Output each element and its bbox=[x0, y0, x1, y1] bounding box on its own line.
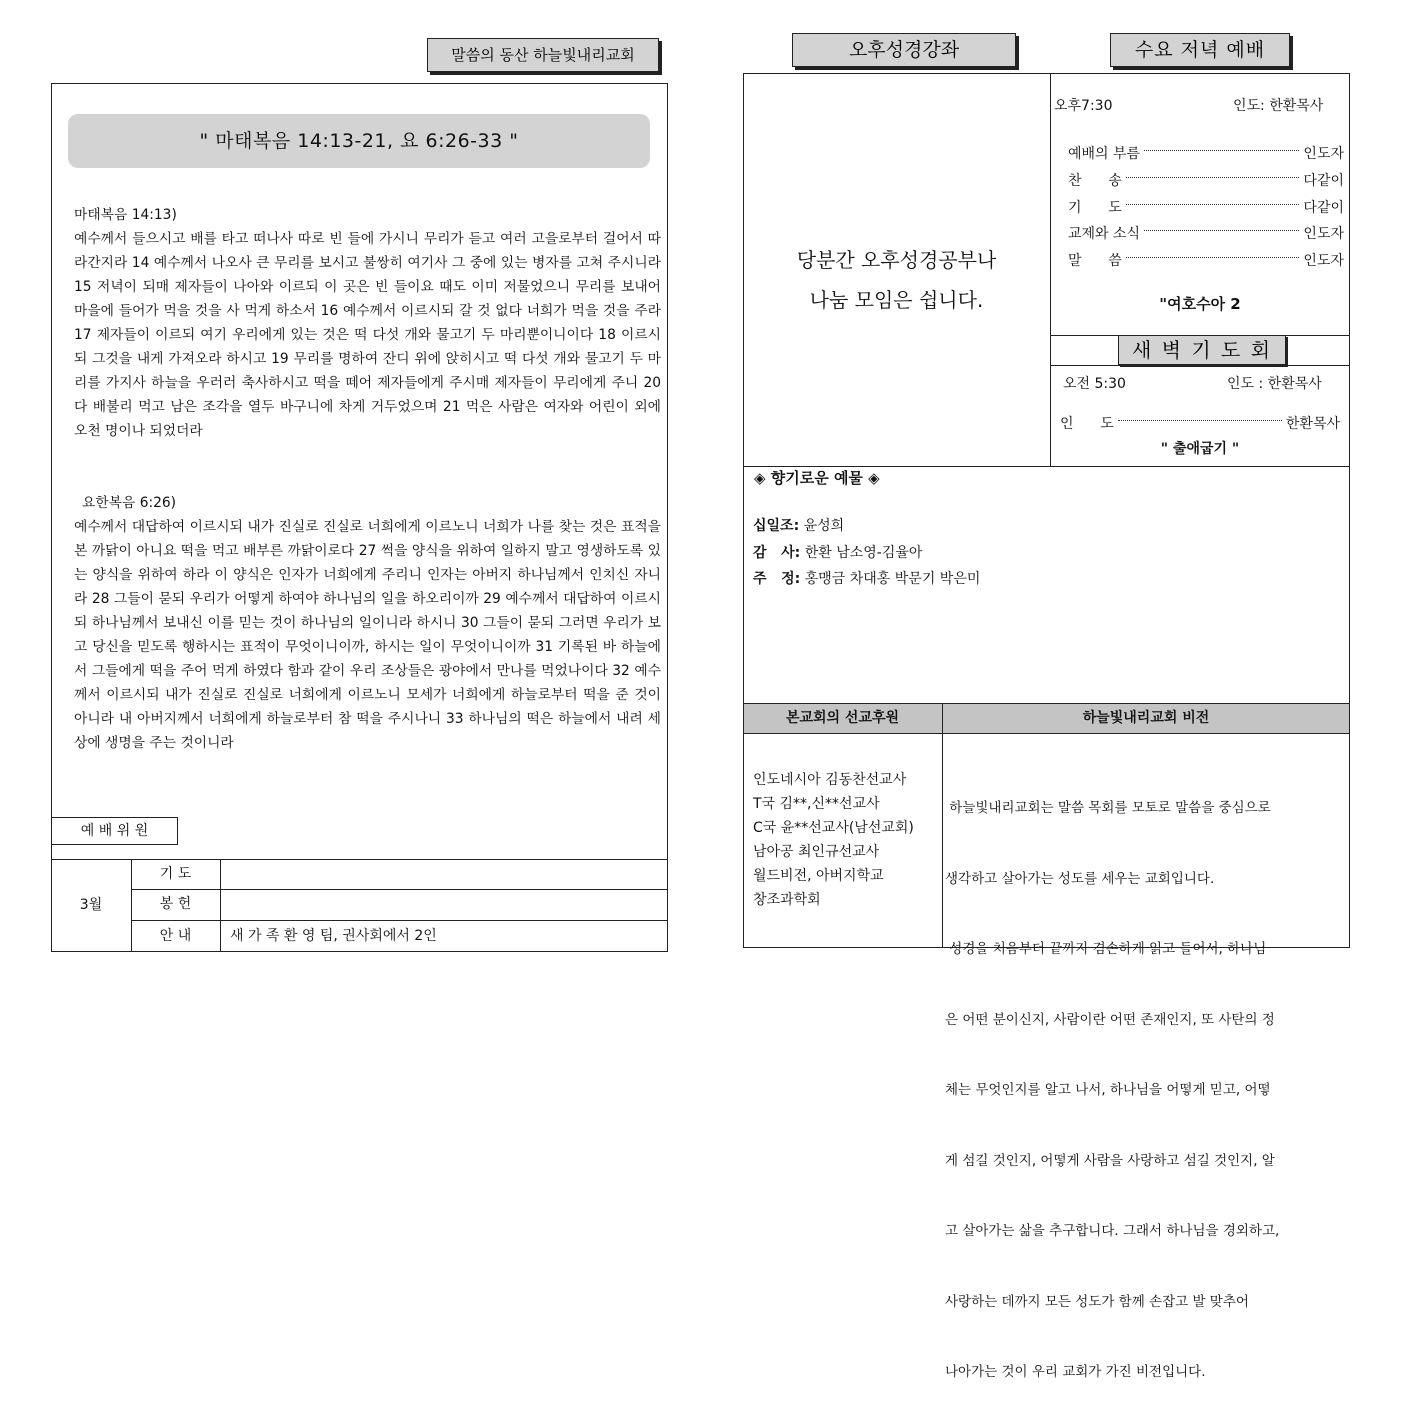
offering-label: 주 정: bbox=[753, 571, 801, 587]
scripture-title: " 마태복음 14:13-21, 요 6:26-33 " bbox=[68, 114, 650, 168]
vision-line: 나아가는 것이 우리 교회가 가진 비전입니다. bbox=[945, 1364, 1206, 1380]
order-item bbox=[1068, 250, 1344, 270]
offering-list bbox=[753, 513, 980, 593]
list-item: T국 김**,신**선교사 bbox=[753, 796, 880, 812]
order-item bbox=[1068, 170, 1344, 190]
offering-row bbox=[753, 540, 980, 567]
matthew-text: 예수께서 들으시고 배를 타고 떠나사 따로 빈 들에 가시니 무리가 듣고 여러 고을로부터 걸어서 따라간지라 14 예수께서 나오사 큰 무리를 보시고 불쌍히 여기사 그 중에 있는 병자를 고쳐 주시니라 15 저녁이 되매 제자들이 나아와 이르되 이 곳은 빈 들이요 때도 이미 저물었으니 무리를 보내어 마을에 들어가 먹을 것을 사 먹게 하소서 16 예수께서 이르시되 갈 것 없다 너희가 먹을 것을 주라 17 제자들이 이르되 여기 우리에게 있는 것은 떡 다섯 개와 물고기 두 마리뿐이니이다 18 이르시되 그것을 내게 가져오라 하시고 19 무리를 명하여 잔디 위에 앉히시고 떡 다섯 개와 물고기 두 마리를 가지사 하늘을 우러러 축사하시고 떡을 떼어 제자들에게 주시매 제자들이 무리에게 주니 20 다 배불리 먹고 남은 조각을 열두 바구니에 차게 거두었으며 21 먹은 사람은 여자와 어린이 외에 오천 명이나 되었더라 bbox=[74, 231, 661, 439]
staff-role-prayer: 기 도 bbox=[159, 866, 192, 882]
offering-row bbox=[753, 566, 980, 593]
order-item bbox=[1068, 197, 1344, 217]
order-item-name: 교제와 소식 bbox=[1068, 226, 1141, 242]
list-item: 남아공 최인규선교사 bbox=[753, 844, 880, 860]
afternoon-notice-line2: 나눔 모임은 쉽니다. bbox=[809, 288, 984, 312]
john-reference: 요한복음 6:26) bbox=[82, 495, 177, 511]
matthew-passage bbox=[74, 203, 661, 443]
dawn-sermon: " 출애굽기 " bbox=[1160, 441, 1240, 457]
staff-month: 3월 bbox=[79, 897, 103, 913]
offering-value: 홍맹금 차대홍 박문기 박은미 bbox=[804, 571, 981, 587]
john-passage bbox=[74, 491, 661, 755]
list-item: 월드비전, 아버지학교 bbox=[753, 868, 884, 884]
afternoon-class-title: 오후성경강좌 bbox=[792, 33, 1016, 67]
vision-line: 고 살아가는 삶을 추구합니다. 그래서 하나님을 경외하고, bbox=[945, 1223, 1280, 1239]
dawn-prayer-title: 새 벽 기 도 회 bbox=[1118, 335, 1286, 365]
wednesday-service-title: 수요 저녁 예배 bbox=[1110, 33, 1290, 67]
offering-label: 십일조: bbox=[753, 518, 800, 534]
list-item: 창조과학회 bbox=[753, 892, 821, 908]
order-item-name: 기 도 bbox=[1068, 200, 1122, 216]
vision-line: 은 어떤 분이신지, 사람이란 어떤 존재인지, 또 사탄의 정 bbox=[945, 1011, 1275, 1028]
dawn-item-name: 인 도 bbox=[1060, 416, 1114, 432]
dawn-item-who: 한환목사 bbox=[1285, 416, 1340, 432]
offering-value: 윤성희 bbox=[803, 518, 845, 534]
order-item bbox=[1068, 143, 1344, 163]
vision-line: 성경을 처음부터 끝까지 겸손하게 읽고 들어서, 하나님 bbox=[945, 941, 1267, 957]
dawn-time: 오전 5:30 bbox=[1063, 376, 1126, 392]
staff-role-offering: 봉 헌 bbox=[159, 896, 192, 912]
missions-header: 본교회의 선교후원 bbox=[785, 710, 900, 726]
vision-line: 게 섬길 것인지, 어떻게 사람을 사랑하고 섬길 것인지, 알 bbox=[945, 1152, 1275, 1169]
staff-role-usher: 안 내 bbox=[159, 928, 192, 944]
order-item-who: 인도자 bbox=[1303, 253, 1344, 269]
offering-title: ◈ 향기로운 예물 ◈ bbox=[754, 469, 880, 487]
staff-value-usher: 새 가 족 환 영 팀, 권사회에서 2인 bbox=[230, 928, 437, 944]
wednesday-leader: 인도: 한환목사 bbox=[1233, 98, 1324, 114]
afternoon-notice bbox=[743, 240, 1050, 320]
john-text: 예수께서 대답하여 이르시되 내가 진실로 진실로 너희에게 이르노니 너희가 나를 찾는 것은 표적을 본 까닭이 아니요 떡을 먹고 배부른 까닭이로다 27 썩을 양식을 위하여 일하지 말고 영생하도록 있는 양식을 위하여 하라 이 양식은 인자가 너희에게 주리니 인자는 아버지 하나님께서 인치신 자니라 28 그들이 묻되 우리가 어떻게 하여야 하나님의 일을 하오리이까 29 예수께서 대답하여 이르시되 하나님께서 보내신 이를 믿는 것이 하나님의 일이니라 하시니 30 그들이 묻되 그러면 우리가 보고 당신을 믿도록 행하시는 표적이 무엇이니이까, 하시는 일이 무엇이니이까 31 기록된 바 하늘에서 그들에게 떡을 주어 먹게 하였다 함과 같이 우리 조상들은 광야에서 만나를 먹었나이다 32 예수께서 이르시되 내가 진실로 진실로 너희에게 이르노니 모세가 너희에게 하늘로부터 떡을 준 것이 아니라 내 아버지께서 너희에게 하늘로부터 참 떡을 주시나니 33 하나님의 떡은 하늘에서 내려 세상에 생명을 주는 것이니라 bbox=[74, 519, 661, 751]
offering-row bbox=[753, 513, 980, 540]
vision-text bbox=[945, 750, 1345, 1408]
order-item bbox=[1068, 223, 1344, 243]
matthew-reference: 마태복음 14:13) bbox=[74, 207, 177, 223]
order-item-who: 인도자 bbox=[1303, 226, 1344, 242]
order-item-who: 인도자 bbox=[1303, 146, 1344, 162]
vision-line: 생각하고 살아가는 성도를 세우는 교회입니다. bbox=[945, 870, 1215, 887]
vision-line: 하늘빛내리교회는 말씀 목회를 모토로 말씀을 중심으로 bbox=[945, 800, 1271, 816]
order-item-name: 예배의 부름 bbox=[1068, 146, 1141, 162]
order-item-who: 다같이 bbox=[1303, 173, 1344, 189]
wednesday-time: 오후7:30 bbox=[1054, 98, 1113, 114]
offering-value: 한환 남소영-김율아 bbox=[804, 544, 923, 561]
order-item-name: 찬 송 bbox=[1068, 173, 1122, 189]
vision-header: 하늘빛내리교회 비전 bbox=[1082, 710, 1210, 726]
missions-list bbox=[753, 768, 914, 912]
list-item: C국 윤**선교사(남선교회) bbox=[753, 820, 914, 836]
wednesday-sermon: "여호수아 2 bbox=[1159, 295, 1241, 313]
order-item-name: 말 씀 bbox=[1068, 253, 1122, 269]
vision-line: 체는 무엇인지를 알고 나서, 하나님을 어떻게 믿고, 어떻 bbox=[945, 1082, 1271, 1098]
afternoon-notice-line1: 당분간 오후성경공부나 bbox=[796, 248, 997, 272]
staff-value-offering bbox=[230, 889, 660, 920]
dawn-order-item bbox=[1060, 413, 1340, 433]
vision-line: 사랑하는 데까지 모든 성도가 함께 손잡고 발 맞추어 bbox=[945, 1293, 1249, 1310]
list-item: 인도네시아 김동찬선교사 bbox=[753, 772, 907, 788]
offering-label: 감 사: bbox=[753, 544, 801, 561]
order-item-who: 다같이 bbox=[1303, 200, 1344, 216]
header-church-label: 말씀의 동산 하늘빛내리교회 bbox=[427, 38, 659, 72]
service-staff-label: 예 배 위 원 bbox=[51, 817, 178, 845]
staff-value-prayer bbox=[230, 859, 660, 889]
dawn-leader: 인도 : 한환목사 bbox=[1227, 376, 1322, 392]
